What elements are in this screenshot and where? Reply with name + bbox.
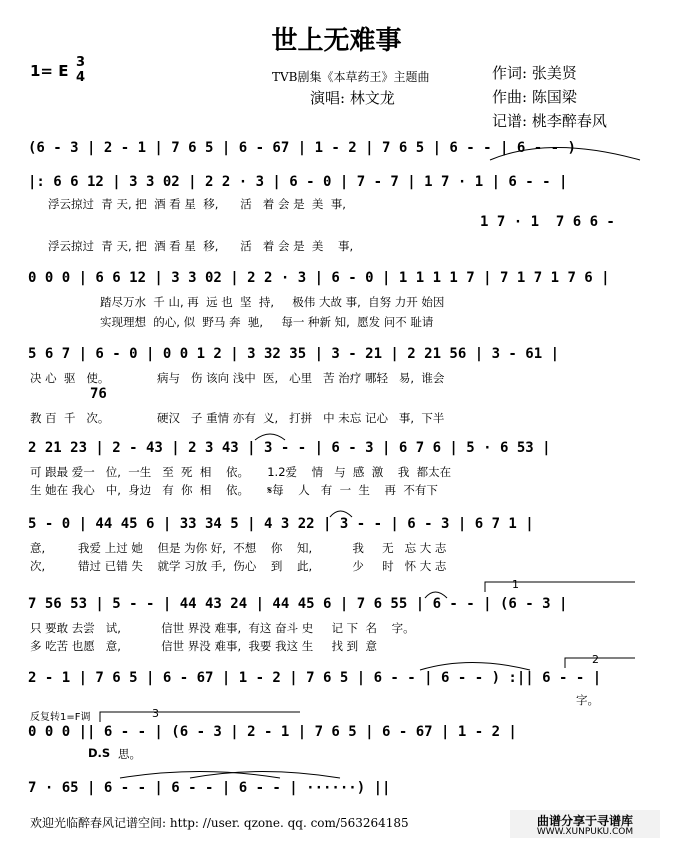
dal-segno: D.S bbox=[88, 746, 111, 760]
volta-2-label: 2 bbox=[592, 653, 599, 666]
volta-3-label: 3 bbox=[152, 707, 159, 720]
lyric-row-7a: 只 要敢 去尝 试, 信世 界没 难事, 有这 奋斗 史 记 下 名 字。 bbox=[30, 621, 415, 635]
lyric-row-7b: 多 吃苦 也愿 意, 信世 界没 难事, 我要 我这 生 找 到 意 bbox=[30, 639, 377, 653]
lyric-row-8: 字。 bbox=[576, 693, 599, 707]
score-row-9: 0 0 0 || 6 - - | (6 - 3 | 2 - 1 | 7 6 5 | 6 - 67 | 1 - 2 | bbox=[28, 724, 517, 740]
score-row-2-alt: 1 7 · 1 7 6 6 - bbox=[480, 214, 615, 230]
score-row-6: 5 - 0 | 44 45 6 | 33 34 5 | 4 3 22 | 3 - - | 6 - 3 | 6 7 1 | bbox=[28, 516, 534, 532]
lyric-row-6b: 次, 错过 已错 失 就学 习放 手, 伤心 到 此, 少 时 怀 大 志 bbox=[30, 559, 447, 573]
score-row-4: 5 6 7 | 6 - 0 | 0 0 1 2 | 3 32 35 | 3 - 21 | 2 21 56 | 3 - 61 | bbox=[28, 346, 560, 362]
score-row-1: (6 - 3 | 2 - 1 | 7 6 5 | 6 - 67 | 1 - 2 | 7 6 5 | 6 - - | 6 - - ) bbox=[28, 140, 576, 156]
subtitle: TVB剧集《本草药王》主题曲 bbox=[272, 70, 430, 84]
tie-curve bbox=[190, 772, 340, 779]
score-row-10: 7 · 65 | 6 - - | 6 - - | 6 - - | ······) || bbox=[28, 780, 391, 796]
lyric-row-2a: 浮云掠过 青 天, 把 酒 看 星 移, 活 着 会 是 美 事, bbox=[48, 197, 346, 211]
lyric-row-2b: 浮云掠过 青 天, 把 酒 看 星 移, 活 着 会 是 美 事, bbox=[48, 239, 354, 253]
site-name: 曲谱分享于寻谱库 bbox=[536, 814, 633, 828]
time-sig-top: 3 bbox=[76, 55, 86, 70]
score-row-3: 0 0 0 | 6 6 12 | 3 3 02 | 2 2 · 3 | 6 - 0 | 1 1 1 1 7 | 7 1 7 1 7 6 | bbox=[28, 270, 610, 286]
score-row-8: 2 - 1 | 7 6 5 | 6 - 67 | 1 - 2 | 7 6 5 | 6 - - | 6 - - ) :|| 6 - - | bbox=[28, 670, 602, 686]
lyric-row-5a: 可 跟最 爱一 位, 一生 至 死 相 依。 1.2爱 情 与 感 激 我 都太在 bbox=[30, 465, 452, 479]
volta-bracket bbox=[485, 582, 635, 592]
time-sig-bottom: 4 bbox=[76, 70, 86, 85]
volta-1-label: 1 bbox=[512, 578, 519, 591]
tie-curve bbox=[120, 772, 280, 779]
singer: 演唱: 林文龙 bbox=[310, 89, 395, 107]
repeat-key-change: 反复转1=F调 bbox=[30, 712, 91, 723]
score-row-7: 7 56 53 | 5 - - | 44 43 24 | 44 45 6 | 7 6 55 | 6 - - | (6 - 3 | bbox=[28, 596, 568, 612]
lyric-row-9: 思。 bbox=[118, 747, 141, 761]
lyricist: 作词: 张美贤 bbox=[492, 64, 577, 82]
volta-bracket bbox=[100, 712, 300, 722]
site-url: WWW.XUNPUKU.COM bbox=[536, 827, 634, 837]
composer: 作曲: 陈国梁 bbox=[492, 88, 577, 106]
score-row-4-alt: 76 bbox=[90, 386, 107, 402]
transcriber: 记谱: 桃李醉春风 bbox=[492, 112, 607, 130]
lyric-row-4b: 教 百 千 次。 硬汉 子 重情 亦有 义, 打拼 中 未忘 记心 事, 下半 bbox=[30, 411, 445, 425]
lyric-row-3b: 实现理想 的心, 似 野马 奔 驰, 每一 种新 知, 愿发 问不 耻请 bbox=[100, 315, 434, 329]
score-row-2: |: 6 6 12 | 3 3 02 | 2 2 · 3 | 6 - 0 | 7 - 7 | 1 7 · 1 | 6 - - | bbox=[28, 174, 568, 190]
volta-bracket bbox=[565, 658, 635, 668]
lyric-row-5b: 生 她在 我心 中, 身边 有 你 相 依。 𝄋每 人 有 一 生 再 不有下 bbox=[30, 483, 438, 497]
key-signature: 1= E bbox=[30, 62, 69, 80]
lyric-row-6a: 意, 我爱 上过 她 但是 为你 好, 不想 你 知, 我 无 忘 大 志 bbox=[30, 541, 447, 555]
song-title: 世上无难事 bbox=[271, 26, 402, 56]
lyric-row-3a: 踏尽万水 千 山, 再 远 也 坚 持, 极伟 大故 事, 自努 力开 始因 bbox=[100, 295, 445, 309]
lyric-row-4a: 决 心 驱 使。 病与 伤 该向 浅中 医, 心里 苦 治疗 哪轻 易, 谁会 bbox=[30, 371, 445, 385]
footer-text: 欢迎光临醉春风记谱空间: http: //user. qzone. qq. com/563264185 bbox=[30, 816, 409, 830]
score-row-5: 2 21 23 | 2 - 43 | 2 3 43 | 3 - - | 6 - 3 | 6 7 6 | 5 · 6 53 | bbox=[28, 440, 551, 456]
tie-curve bbox=[420, 663, 530, 671]
